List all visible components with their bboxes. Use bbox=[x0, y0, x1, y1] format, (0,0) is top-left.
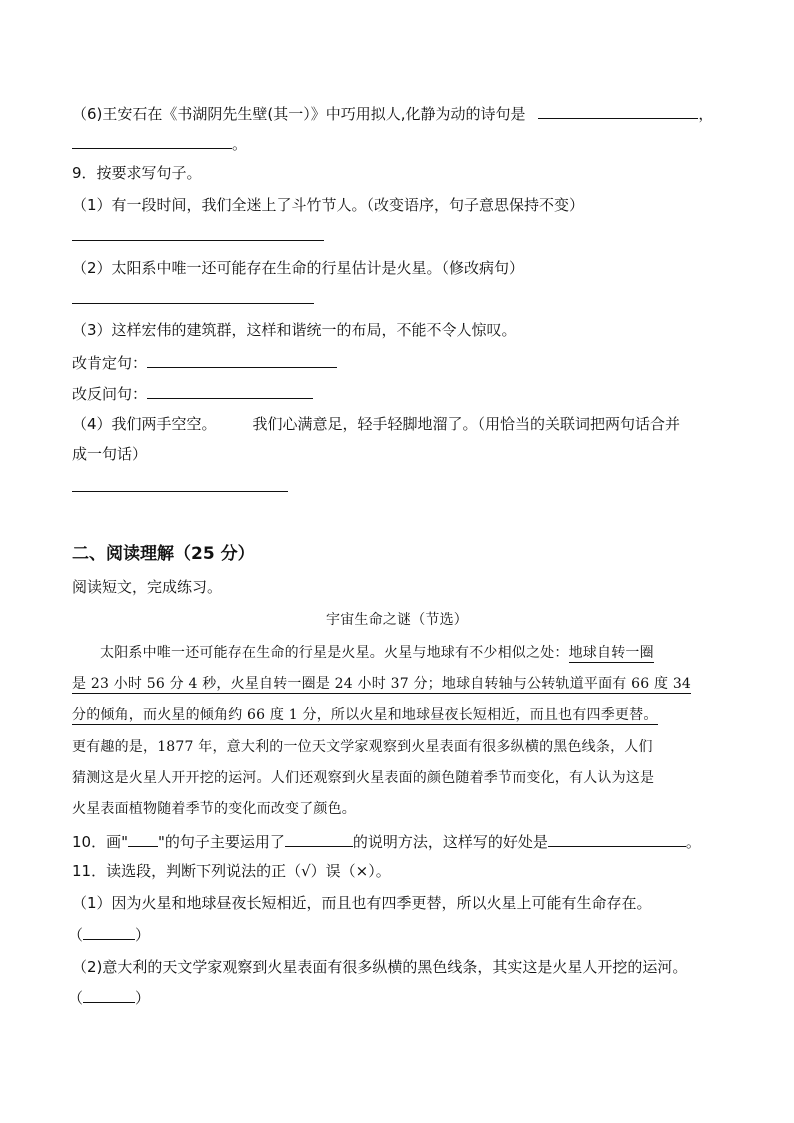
q11-s1-answer-blank[interactable] bbox=[83, 925, 135, 940]
passage-line-2 bbox=[72, 674, 691, 694]
q11-s2-answer-blank[interactable] bbox=[83, 988, 135, 1003]
q8-6-prefix: （6)王安石在 bbox=[72, 105, 163, 123]
passage-title: 宇宙生命之谜（节选） bbox=[326, 612, 468, 628]
q9-s3a-label: 改肯定句： bbox=[72, 354, 148, 372]
passage-line-5: 猜测这是火星人开开挖的运河。人们还观察到火星表面的颜色随着季节而变化，有人认为这是 bbox=[72, 770, 655, 786]
q10-underline-sample-blank[interactable] bbox=[128, 830, 158, 847]
q8-6-answer-blank-2[interactable] bbox=[72, 132, 232, 149]
q10-text-c: 的说明方法，这样写的好处是 bbox=[352, 833, 548, 851]
q8-6-suffix: 中巧用拟人,化静为动的诗句是 bbox=[325, 105, 526, 123]
q8-6-answer-blank-1[interactable] bbox=[538, 102, 698, 119]
q9-s2: （2）太阳系中唯一还可能存在生命的行星估计是火星。（修改病句） bbox=[72, 259, 525, 277]
passage-line-4: 更有趣的是，1877 年，意大利的一位天文学家观察到火星表面有很多纵横的黑色线条，人们 bbox=[72, 739, 653, 755]
passage-line-1b-underlined: 地球自转一圈 bbox=[568, 645, 654, 661]
q8-6-comma: ， bbox=[698, 105, 714, 123]
q8-6-work: 《书湖阴先生壁(其一）》 bbox=[162, 105, 326, 123]
q8-6-period: 。 bbox=[232, 135, 248, 153]
q11-s2-answer bbox=[68, 988, 150, 1008]
passage-line-3-underlined: 分的倾角，而火星的倾角约 66 度 1 分，所以火星和地球昼夜长短相近，而且也有四季更替。 bbox=[72, 707, 658, 723]
q11-s1-paren-open: （ bbox=[68, 926, 84, 944]
q10-benefit-blank[interactable] bbox=[548, 830, 686, 847]
q9-s3b-label: 改反问句： bbox=[72, 385, 148, 403]
q9-s3b-answer-blank[interactable] bbox=[147, 382, 313, 399]
q11-s1: （1）因为火星和地球昼夜长短相近，而且也有四季更替，所以火星上可能有生命存在。 bbox=[72, 894, 652, 912]
q11-s1-paren-close: ） bbox=[135, 926, 151, 944]
q9-s3b-line bbox=[72, 382, 313, 404]
passage-line-1a: 太阳系中唯一还可能存在生命的行星是火星。火星与地球有不少相似之处： bbox=[100, 645, 569, 661]
section2-instruction: 阅读短文，完成练习。 bbox=[72, 578, 223, 596]
q9-s4-answer-line[interactable] bbox=[72, 491, 288, 492]
q9-title: 9．按要求写句子。 bbox=[72, 164, 202, 182]
q9-s2-answer-line[interactable] bbox=[72, 303, 314, 304]
q9-s4-line bbox=[72, 414, 680, 434]
passage-line-6: 火星表面植物随着季节的变化而改变了颜色。 bbox=[72, 801, 356, 817]
q10-text-b: "的句子主要运用了 bbox=[158, 833, 285, 851]
q9-s3a-answer-blank[interactable] bbox=[147, 351, 337, 368]
q11-s2: （2)意大利的天文学家观察到火星表面有很多纵横的黑色线条，其实这是火星人开挖的运河。 bbox=[72, 958, 688, 976]
passage-line-3 bbox=[72, 705, 658, 725]
section2-heading: 二、阅读理解（25 分） bbox=[72, 544, 255, 564]
q9-s4-part2: 我们心满意足，轻手轻脚地溜了。（用恰当的关联词把两句话合并 bbox=[252, 415, 681, 433]
q9-s1-answer-line[interactable] bbox=[72, 240, 324, 241]
q10-method-blank[interactable] bbox=[285, 830, 353, 847]
q9-s4-part1: （4）我们两手空空。 bbox=[72, 415, 217, 433]
passage-line-2-underlined: 是 23 小时 56 分 4 秒，火星自转一圈是 24 小时 37 分；地球自转轴与公转轨道平面有 66 度 34 bbox=[72, 676, 692, 692]
q11-s2-paren-open: （ bbox=[68, 989, 84, 1007]
q10-text-a: 10．画" bbox=[72, 833, 128, 851]
q8-6-line bbox=[72, 102, 713, 124]
q9-s3: （3）这样宏伟的建筑群，这样和谐统一的布局，不能不令人惊叹。 bbox=[72, 321, 517, 339]
q10-line bbox=[72, 830, 701, 852]
q11-s1-answer bbox=[68, 925, 150, 945]
q11-s2-paren-close: ） bbox=[135, 989, 151, 1007]
q9-s1: （1）有一段时间，我们全迷上了斗竹节人。（改变语序，句子意思保持不变） bbox=[72, 196, 585, 214]
q10-text-d: 。 bbox=[685, 833, 701, 851]
passage-line-1 bbox=[100, 643, 654, 663]
q8-6-line2 bbox=[72, 132, 247, 154]
q9-s3a-line bbox=[72, 351, 337, 373]
q11-title: 11．读选段，判断下列说法的正（√）误（×）。 bbox=[72, 862, 391, 880]
q9-s4-cont: 成一句话） bbox=[72, 445, 148, 463]
